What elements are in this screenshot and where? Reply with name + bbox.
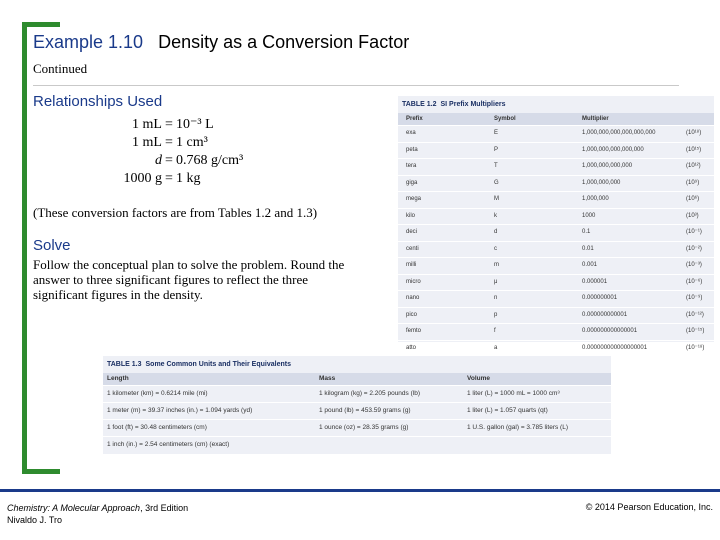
green-bracket-vertical <box>22 22 27 474</box>
cell-symbol: n <box>494 295 498 301</box>
cell-prefix: tera <box>406 163 417 169</box>
cell-symbol: M <box>494 196 499 202</box>
equals-sign: = <box>165 171 173 186</box>
table-title: SI Prefix Multipliers <box>440 101 506 108</box>
cell-power: (10⁻¹) <box>686 229 702 235</box>
table-row <box>398 257 714 274</box>
footer-bar <box>0 489 720 492</box>
cell-multiplier: 0.000000000000001 <box>582 328 638 334</box>
cell-symbol: m <box>494 262 499 268</box>
cell-volume: 1 liter (L) = 1.057 quarts (qt) <box>467 407 548 414</box>
equation-right: 1 kg <box>176 171 201 186</box>
table-row <box>398 274 714 291</box>
header-symbol: Symbol <box>494 116 516 122</box>
header-volume: Volume <box>467 375 490 382</box>
cell-mass: 1 pound (lb) = 453.59 grams (g) <box>319 407 411 414</box>
table-caption <box>103 356 611 373</box>
equation-left: d <box>155 153 162 168</box>
header-mass: Mass <box>319 375 336 382</box>
cell-prefix: deci <box>406 229 418 235</box>
footer-citation <box>7 502 188 526</box>
cell-symbol: f <box>494 328 496 334</box>
conversion-note: (These conversion factors are from Tables 1.2 and 1.3) <box>33 205 318 220</box>
table-row <box>398 290 714 307</box>
cell-length: 1 inch (in.) = 2.54 centimeters (cm) (exact) <box>107 441 230 448</box>
equation-left: 1 mL <box>132 135 162 150</box>
cell-symbol: P <box>494 146 499 153</box>
cell-symbol: G <box>494 179 499 186</box>
cell-mass: 1 ounce (oz) = 28.35 grams (g) <box>319 424 409 431</box>
cell-prefix: exa <box>406 130 416 136</box>
footer-book <box>7 502 188 514</box>
cell-multiplier: 0.000000000000000001 <box>582 344 648 351</box>
cell-multiplier: 0.000000000001 <box>582 311 628 318</box>
cell-power: (10⁻⁶) <box>686 278 703 285</box>
cell-power: (10⁻¹²) <box>686 311 704 318</box>
solve-heading: Solve <box>33 237 71 254</box>
table-row <box>398 191 714 208</box>
cell-power: (10¹⁵) <box>686 146 702 153</box>
table-row <box>398 224 714 241</box>
equation-row <box>110 152 243 170</box>
cell-length: 1 foot (ft) = 30.48 centimeters (cm) <box>107 424 207 431</box>
example-number: Example 1.10 <box>33 32 144 52</box>
cell-mass: 1 kilogram (kg) = 2.205 pounds (lb) <box>319 390 420 397</box>
equation-right: 1 cm³ <box>176 135 208 150</box>
table-header-row <box>398 113 714 125</box>
cell-multiplier: 1,000,000,000 <box>582 179 621 186</box>
cell-prefix: micro <box>406 278 421 285</box>
table-row <box>398 323 714 340</box>
header-length: Length <box>107 375 129 382</box>
equations <box>110 116 243 188</box>
table-header-row <box>103 373 611 385</box>
footer-copyright: © 2014 Pearson Education, Inc. <box>585 502 713 512</box>
table-si-prefix-multipliers <box>398 96 714 351</box>
cell-prefix: pico <box>406 311 418 318</box>
table-title: Some Common Units and Their Equivalents <box>145 361 291 368</box>
cell-power: (10¹²) <box>686 163 701 169</box>
cell-multiplier: 0.01 <box>582 245 594 252</box>
table-row <box>398 208 714 225</box>
cell-prefix: kilo <box>406 212 416 219</box>
cell-prefix: milli <box>406 262 417 268</box>
table-common-units <box>103 356 611 454</box>
table-row <box>398 175 714 192</box>
cell-multiplier: 0.1 <box>582 229 591 235</box>
subtitle: Continued <box>33 61 88 76</box>
cell-volume: 1 liter (L) = 1000 mL = 1000 cm³ <box>467 390 560 397</box>
cell-symbol: a <box>494 344 498 351</box>
equation-right: 10⁻³ L <box>176 117 214 132</box>
table-row <box>398 142 714 159</box>
page-title <box>33 32 409 53</box>
cell-symbol: k <box>494 212 497 219</box>
cell-power: (10⁻²) <box>686 245 702 252</box>
table-label: TABLE 1.3 <box>107 361 142 368</box>
cell-symbol: p <box>494 311 498 318</box>
table-row <box>103 419 611 436</box>
cell-multiplier: 0.000000001 <box>582 295 618 301</box>
cell-prefix: peta <box>406 146 418 153</box>
cell-prefix: femto <box>406 328 422 334</box>
table-row <box>103 436 611 453</box>
solve-text: Follow the conceptual plan to solve the problem. Round the answer to three significant figures to reflect the three significant figures in the density. <box>33 257 345 302</box>
cell-power: (10⁻⁹) <box>686 295 703 301</box>
cell-power: (10⁶) <box>686 196 700 202</box>
cell-length: 1 meter (m) = 39.37 inches (in.) = 1.094 yards (yd) <box>107 407 253 414</box>
equation-left: 1 mL <box>132 117 162 132</box>
cell-multiplier: 1,000,000,000,000,000,000 <box>582 130 656 136</box>
table-label: TABLE 1.2 <box>402 101 437 108</box>
cell-length: 1 kilometer (km) = 0.6214 mile (mi) <box>107 390 208 397</box>
cell-prefix: atto <box>406 344 417 351</box>
cell-power: (10⁹) <box>686 179 700 186</box>
equation-row <box>110 170 243 188</box>
cell-multiplier: 1,000,000,000,000 <box>582 163 633 169</box>
cell-prefix: nano <box>406 295 420 301</box>
cell-power: (10⁻¹⁵) <box>686 328 705 334</box>
header-power <box>686 113 714 125</box>
table-row <box>398 125 714 142</box>
table-row <box>398 158 714 175</box>
cell-multiplier: 1,000,000 <box>582 196 609 202</box>
header-multiplier: Multiplier <box>582 116 609 122</box>
cell-multiplier: 1000 <box>582 212 596 219</box>
green-bracket-top <box>22 22 60 27</box>
cell-prefix: mega <box>406 196 422 202</box>
cell-volume <box>467 437 611 453</box>
cell-multiplier: 0.001 <box>582 262 598 268</box>
equals-sign: = <box>165 153 173 168</box>
table-row <box>398 307 714 324</box>
equation-left: 1000 g <box>123 171 162 186</box>
cell-power: (10³) <box>686 212 699 219</box>
table-row <box>398 241 714 258</box>
cell-symbol: T <box>494 163 498 169</box>
relationships-heading: Relationships Used <box>33 93 163 110</box>
equation-row <box>110 116 243 134</box>
equals-sign: = <box>165 135 173 150</box>
cell-symbol: c <box>494 245 497 252</box>
green-bracket-bottom <box>22 469 60 474</box>
footer-author: Nivaldo J. Tro <box>7 515 63 525</box>
book-edition: , 3rd Edition <box>140 503 189 513</box>
cell-symbol: d <box>494 229 498 235</box>
table-row <box>398 340 714 357</box>
cell-power: (10⁻³) <box>686 262 702 268</box>
equation-row <box>110 134 243 152</box>
book-title: Chemistry: A Molecular Approach <box>7 503 141 513</box>
cell-mass <box>319 437 467 453</box>
cell-prefix: giga <box>406 179 418 186</box>
cell-multiplier: 1,000,000,000,000,000 <box>582 146 644 153</box>
example-title: Density as a Conversion Factor <box>158 32 410 52</box>
table-row <box>103 385 611 402</box>
table-row <box>103 402 611 419</box>
cell-prefix: centi <box>406 245 419 252</box>
cell-power: (10⁻¹⁸) <box>686 344 705 351</box>
table-caption <box>398 96 714 113</box>
cell-symbol: μ <box>494 278 498 285</box>
cell-volume: 1 U.S. gallon (gal) = 3.785 liters (L) <box>467 424 568 431</box>
cell-symbol: E <box>494 130 499 136</box>
cell-power: (10¹⁸) <box>686 130 702 136</box>
equation-right: 0.768 g/cm³ <box>176 153 244 168</box>
cell-multiplier: 0.000001 <box>582 278 608 285</box>
header-prefix: Prefix <box>406 116 423 122</box>
equals-sign: = <box>165 117 173 132</box>
divider <box>33 85 679 86</box>
